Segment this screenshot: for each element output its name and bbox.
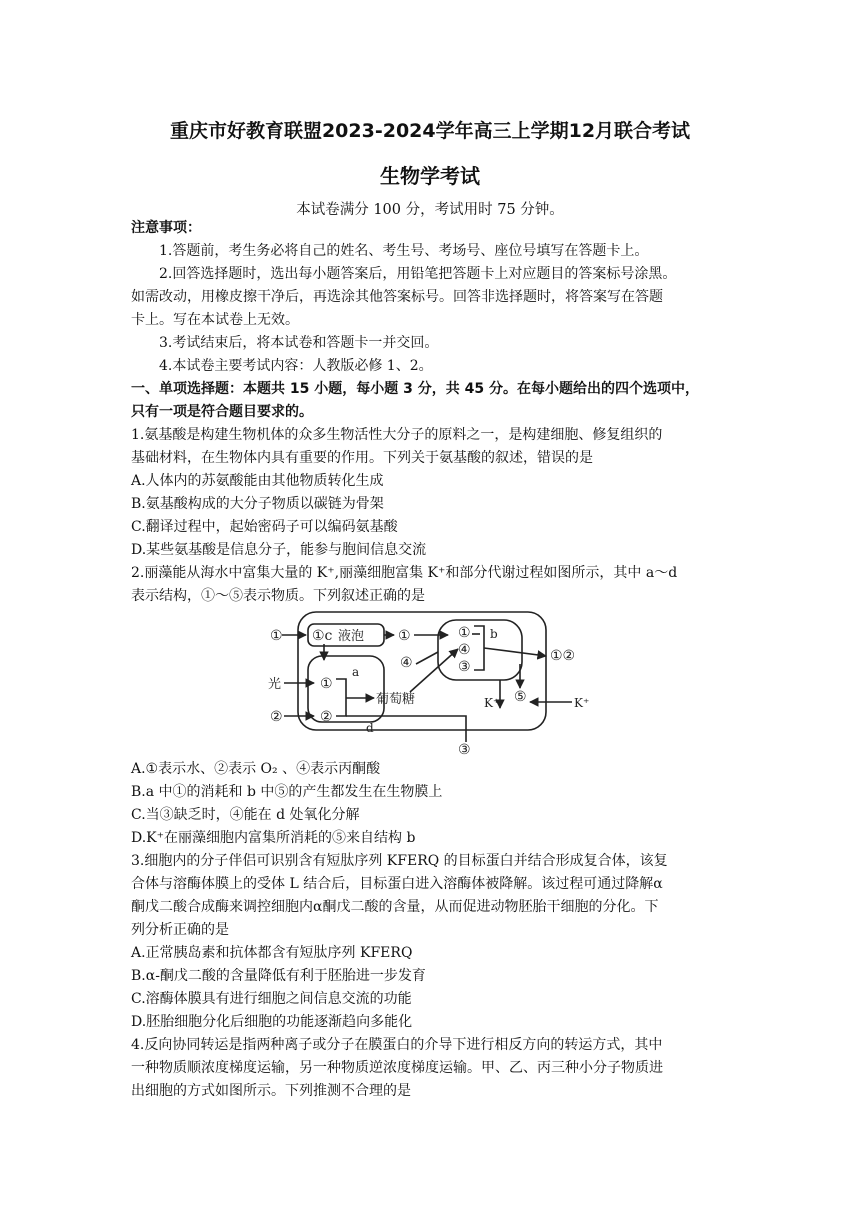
- question-stem: 2.丽藻能从海水中富集大量的 K⁺,丽藻细胞富集 K⁺和部分代谢过程如图所示，其中 a～d: [131, 565, 678, 581]
- question-stem: 1.氨基酸是构建生物机体的众多生物活性大分子的原料之一，是构建细胞、修复组织的: [131, 427, 663, 443]
- option-a: A.①表示水、②表示 O₂ 、④表示丙酮酸: [131, 761, 381, 777]
- section-heading: 只有一项是符合题目要求的。: [131, 404, 313, 420]
- label-d: d: [366, 721, 374, 735]
- label-light: 光: [268, 677, 282, 692]
- label-c4-cyto: ④: [400, 655, 413, 671]
- exam-info: 本试卷满分 100 分，考试用时 75 分钟。: [296, 202, 564, 218]
- label-mito-c3: ③: [458, 659, 471, 675]
- note-line: 卡上。写在本试卷上无效。: [131, 312, 299, 328]
- section-heading: 一、单项选择题：本题共 15 小题，每小题 3 分，共 45 分。在每小题给出的四个选项中，: [131, 381, 699, 397]
- question-stem: 一种物质顺浓度梯度运输，另一种物质逆浓度梯度运输。甲、乙、丙三种小分子物质进: [131, 1060, 663, 1076]
- option-c: C.当③缺乏时，④能在 d 处氧化分解: [131, 807, 360, 823]
- note-line: 2.回答选择题时，选出每小题答案后，用铅笔把答题卡上对应题目的答案标号涂黑。: [159, 266, 677, 282]
- label-c5: ⑤: [514, 689, 527, 705]
- notes-heading: 注意事项：: [131, 220, 201, 236]
- label-c2-in: ②: [270, 709, 283, 725]
- label-b: b: [490, 627, 498, 641]
- label-c1-mid: ①: [398, 628, 411, 644]
- note-line: 1.答题前，考生务必将自己的姓名、考生号、考场号、座位号填写在答题卡上。: [159, 243, 649, 259]
- option-a: A.正常胰岛素和抗体都含有短肽序列 KFERQ: [131, 945, 413, 961]
- question-stem: 基础材料，在生物体内具有重要的作用。下列关于氨基酸的叙述，错误的是: [131, 450, 593, 466]
- question-stem: 列分析正确的是: [131, 922, 229, 938]
- cell-metabolism-diagram: [262, 604, 606, 756]
- option-b: B.氨基酸构成的大分子物质以碳链为骨架: [131, 496, 384, 512]
- exam-title: 重庆市好教育联盟2023-2024学年高三上学期12月联合考试: [169, 120, 691, 142]
- question-stem: 合体与溶酶体膜上的受体 L 结合后，目标蛋白进入溶酶体被降解。该过程可通过降解α: [131, 876, 663, 892]
- question-stem: 3.细胞内的分子伴侣可识别含有短肽序列 KFERQ 的目标蛋白并结合形成复合体，该复: [131, 853, 668, 869]
- option-a: A.人体内的苏氨酸能由其他物质转化生成: [131, 473, 384, 489]
- label-c3-out: ③: [458, 742, 471, 756]
- label-mito-c4: ④: [458, 642, 471, 658]
- option-c: C.翻译过程中，起始密码子可以编码氨基酸: [131, 519, 398, 535]
- label-a: a: [352, 665, 360, 679]
- option-d: D.某些氨基酸是信息分子，能参与胞间信息交流: [131, 542, 427, 558]
- label-c1c: ①c: [312, 628, 333, 644]
- note-line: 如需改动，用橡皮擦干净后，再选涂其他答案标号。回答非选择题时，将答案写在答题: [131, 289, 663, 305]
- option-b: B.α-酮戊二酸的含量降低有利于胚胎进一步发育: [131, 968, 426, 984]
- label-c1-in: ①: [270, 628, 283, 644]
- cell-membrane: [298, 612, 546, 730]
- label-vacuole: 液泡: [338, 629, 365, 644]
- note-line: 3.考试结束后，将本试卷和答题卡一并交回。: [159, 335, 439, 351]
- question-stem: 出细胞的方式如图所示。下列推测不合理的是: [131, 1083, 411, 1099]
- option-d: D.K⁺在丽藻细胞内富集所消耗的⑤来自结构 b: [131, 830, 416, 846]
- option-c: C.溶酶体膜具有进行细胞之间信息交流的功能: [131, 991, 412, 1007]
- option-b: B.a 中①的消耗和 b 中⑤的产生都发生在生物膜上: [131, 784, 443, 800]
- question-stem: 4.反向协同转运是指两种离子或分子在膜蛋白的介导下进行相反方向的转运方式，其中: [131, 1037, 663, 1053]
- label-out12: ①②: [550, 648, 576, 664]
- subject-title: 生物学考试: [380, 164, 480, 188]
- label-kplus-out: K⁺: [574, 696, 590, 710]
- label-kplus-in: K⁺: [484, 696, 500, 710]
- label-chl-c2: ②: [320, 709, 333, 725]
- option-d: D.胚胎细胞分化后细胞的功能逐渐趋向多能化: [131, 1014, 413, 1030]
- question-stem: 表示结构，①～⑤表示物质。下列叙述正确的是: [131, 588, 425, 604]
- label-mito-c1: ①: [458, 625, 471, 641]
- note-line: 4.本试卷主要考试内容：人教版必修 1、2。: [159, 358, 433, 374]
- label-chl-c1: ①: [320, 676, 333, 692]
- question-stem: 酮戊二酸合成酶来调控细胞内α酮戊二酸的含量，从而促进动物胚胎干细胞的分化。下: [131, 899, 659, 915]
- label-glucose: 葡萄糖: [376, 692, 416, 707]
- mitochondrion-box: [438, 620, 522, 680]
